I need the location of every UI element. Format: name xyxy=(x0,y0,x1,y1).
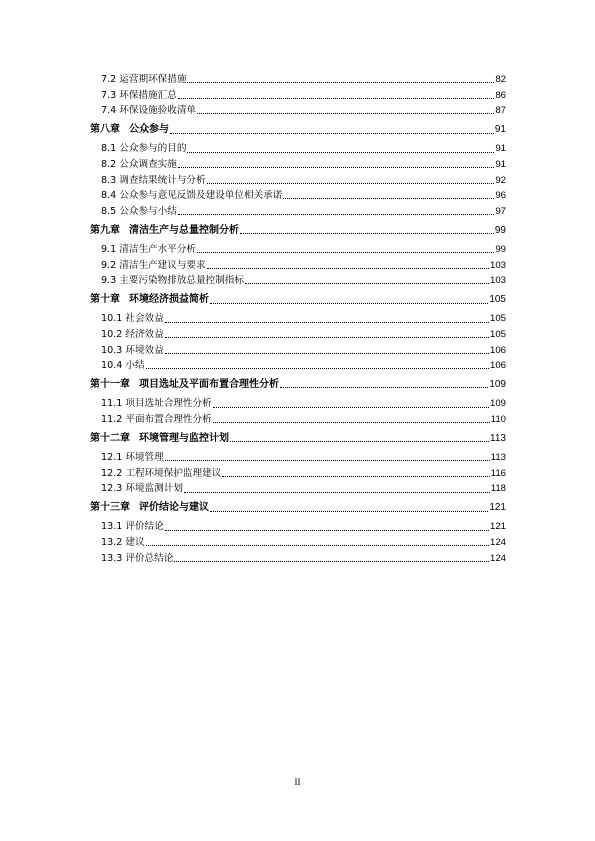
toc-chapter-entry[interactable] xyxy=(90,122,506,138)
toc-entry-title: 社会效益 xyxy=(125,313,164,325)
toc-entry-page-number: 91 xyxy=(495,143,506,155)
toc-section-entry[interactable] xyxy=(90,327,506,343)
toc-entry-title: 运营期环保措施 xyxy=(119,74,187,85)
dot-leader xyxy=(178,98,495,99)
toc-entry-number: 13.2 xyxy=(101,537,123,549)
toc-entry-title: 公众参与意见反馈及建设单位相关承诺 xyxy=(119,190,283,202)
toc-entry-label xyxy=(101,258,206,274)
toc-section-entry[interactable] xyxy=(90,311,506,327)
toc-entry-page-number: 103 xyxy=(489,259,506,271)
dot-leader xyxy=(165,322,489,323)
toc-entry-number: 9.1 xyxy=(101,243,117,255)
dot-leader xyxy=(197,252,494,253)
toc-section-entry[interactable] xyxy=(90,535,506,551)
toc-entry-number: 12.2 xyxy=(101,467,123,479)
toc-chapter-entry[interactable] xyxy=(90,292,506,308)
toc-chapter-entry[interactable] xyxy=(90,223,506,239)
toc-section-entry[interactable] xyxy=(90,258,506,274)
toc-entry-title: 公众参与小结 xyxy=(119,205,177,217)
toc-entry-page-number: 96 xyxy=(495,190,506,202)
toc-entry-page-number: 124 xyxy=(489,552,506,564)
toc-entry-page-number: 106 xyxy=(489,344,506,356)
toc-entry-page-number: 116 xyxy=(490,467,506,479)
toc-entry-number: 9.3 xyxy=(101,275,117,287)
dot-leader xyxy=(210,511,488,512)
toc-entry-label xyxy=(101,173,206,189)
toc-entry-number: 8.2 xyxy=(101,158,117,170)
toc-entry-number: 第九章 xyxy=(90,224,120,236)
page-number: II xyxy=(294,777,301,787)
toc-entry-title: 环境效益 xyxy=(125,344,164,356)
dot-leader xyxy=(165,353,489,354)
toc-entry-title: 清洁生产与总量控制分析 xyxy=(129,224,239,236)
dot-leader xyxy=(240,233,494,234)
toc-entry-number: 第八章 xyxy=(90,124,120,136)
toc-entry-number: 第十三章 xyxy=(90,502,130,514)
toc-entry-page-number: 113 xyxy=(490,432,506,444)
toc-entry-title: 环保设施验收清单 xyxy=(119,105,197,117)
toc-section-entry[interactable] xyxy=(90,173,506,189)
dot-leader xyxy=(213,422,490,423)
toc-entry-title: 经济效益 xyxy=(125,328,164,340)
dot-leader xyxy=(165,337,489,338)
dot-leader xyxy=(184,492,490,493)
toc-entry-label xyxy=(101,535,145,551)
toc-entry-title: 环境管理 xyxy=(125,452,164,464)
toc-section-entry[interactable] xyxy=(90,188,506,204)
toc-entry-label xyxy=(101,311,164,327)
toc-entry-page-number: 92 xyxy=(495,174,506,186)
toc-entry-label xyxy=(90,223,239,239)
toc-section-entry[interactable] xyxy=(90,72,506,88)
toc-entry-label xyxy=(101,519,164,535)
toc-entry-label xyxy=(101,466,221,482)
toc-section-entry[interactable] xyxy=(90,358,506,374)
toc-entry-label xyxy=(101,273,244,289)
toc-entry-page-number: 86 xyxy=(495,89,506,101)
toc-entry-page-number: 121 xyxy=(489,521,506,533)
toc-entry-label xyxy=(90,122,169,138)
toc-section-entry[interactable] xyxy=(90,242,506,258)
toc-chapter-entry[interactable] xyxy=(90,377,506,393)
toc-entry-title: 环境管理与监控计划 xyxy=(139,432,229,444)
toc-entry-number: 第十一章 xyxy=(90,379,130,391)
toc-entry-page-number: 110 xyxy=(490,413,506,425)
toc-entry-label xyxy=(90,292,209,308)
toc-entry-title: 环境监测计划 xyxy=(125,483,183,495)
toc-entry-title: 环保措施汇总 xyxy=(119,89,177,101)
toc-section-entry[interactable] xyxy=(90,396,506,412)
toc-entry-title: 小结 xyxy=(125,360,145,372)
toc-entry-label xyxy=(101,72,186,88)
toc-section-entry[interactable] xyxy=(90,141,506,157)
toc-section-entry[interactable] xyxy=(90,481,506,497)
toc-entry-label xyxy=(101,450,164,466)
toc-entry-number: 第十章 xyxy=(90,294,120,306)
dot-leader xyxy=(187,152,494,153)
toc-entry-title: 环境经济损益简析 xyxy=(129,294,209,306)
toc-entry-number: 12.3 xyxy=(101,483,123,495)
toc-section-entry[interactable] xyxy=(90,466,506,482)
toc-entry-title: 平面布置合理性分析 xyxy=(125,413,212,425)
toc-entry-page-number: 91 xyxy=(495,158,506,170)
toc-entry-title: 评价结论与建议 xyxy=(139,502,209,514)
toc-section-entry[interactable] xyxy=(90,519,506,535)
toc-entry-label xyxy=(101,327,164,343)
toc-entry-number: 12.1 xyxy=(101,452,123,464)
toc-section-entry[interactable] xyxy=(90,273,506,289)
toc-section-entry[interactable] xyxy=(90,103,506,119)
toc-entry-page-number: 105 xyxy=(489,294,506,306)
toc-entry-number: 8.1 xyxy=(101,143,117,155)
dot-leader xyxy=(165,530,489,531)
toc-entry-label xyxy=(101,141,186,157)
dot-leader xyxy=(283,198,494,199)
dot-leader xyxy=(178,167,495,168)
toc-entry-page-number: 103 xyxy=(489,275,506,287)
toc-entry-label xyxy=(101,88,177,104)
toc-entry-label xyxy=(101,358,145,374)
toc-entry-number: 7.4 xyxy=(101,105,117,117)
toc-entry-number: 10.2 xyxy=(101,328,123,340)
toc-entry-number: 7.3 xyxy=(101,89,117,101)
toc-entry-number: 8.3 xyxy=(101,174,117,186)
toc-entry-page-number: 99 xyxy=(495,243,506,255)
toc-entry-label xyxy=(90,377,279,393)
dot-leader xyxy=(146,368,489,369)
toc-entry-label xyxy=(101,188,282,204)
toc-entry-label xyxy=(101,396,212,412)
dot-leader xyxy=(213,407,489,408)
dot-leader xyxy=(170,133,494,134)
dot-leader xyxy=(210,303,488,304)
toc-entry-number: 7.2 xyxy=(101,74,117,85)
toc-entry-page-number: 82 xyxy=(495,74,506,85)
toc-entry-page-number: 99 xyxy=(494,224,506,236)
toc-entry-title: 项目选址及平面布置合理性分析 xyxy=(139,379,279,391)
toc-section-entry[interactable] xyxy=(90,412,506,428)
toc-entry-page-number: 91 xyxy=(494,124,506,136)
toc-entry-number: 10.4 xyxy=(101,360,123,372)
toc-entry-label xyxy=(90,500,209,516)
toc-section-entry[interactable] xyxy=(90,157,506,173)
toc-entry-title: 清洁生产建议与要求 xyxy=(119,259,206,271)
toc-entry-page-number: 124 xyxy=(489,537,506,549)
toc-entry-title: 主要污染物排放总量控制指标 xyxy=(119,275,244,287)
toc-entry-title: 项目选址合理性分析 xyxy=(125,398,212,410)
dot-leader xyxy=(230,441,489,442)
toc-entry-number: 11.1 xyxy=(101,398,123,410)
toc-entry-label xyxy=(101,242,196,258)
toc-entry-page-number: 118 xyxy=(490,483,506,495)
toc-chapter-entry[interactable] xyxy=(90,431,506,447)
toc-section-entry[interactable] xyxy=(90,551,506,567)
toc-entry-title: 调查结果统计与分析 xyxy=(119,174,206,186)
toc-entry-title: 公众调查实施 xyxy=(119,158,177,170)
dot-leader xyxy=(187,82,494,83)
toc-section-entry[interactable] xyxy=(90,204,506,220)
toc-entry-page-number: 109 xyxy=(489,379,506,391)
toc-entry-number: 8.5 xyxy=(101,205,117,217)
dot-leader xyxy=(197,113,494,114)
toc-entry-title: 公众参与 xyxy=(129,124,169,136)
dot-leader xyxy=(245,283,489,284)
toc-entry-page-number: 97 xyxy=(495,205,506,217)
toc-entry-label xyxy=(101,157,177,173)
toc-entry-page-number: 106 xyxy=(489,360,506,372)
toc-entry-label xyxy=(101,481,183,497)
table-of-contents xyxy=(90,72,506,566)
toc-entry-label xyxy=(101,412,212,428)
dot-leader xyxy=(207,183,495,184)
toc-entry-number: 第十二章 xyxy=(90,432,130,444)
toc-entry-page-number: 121 xyxy=(489,502,506,514)
toc-entry-label xyxy=(101,204,177,220)
toc-section-entry[interactable] xyxy=(90,450,506,466)
toc-section-entry[interactable] xyxy=(90,343,506,359)
dot-leader xyxy=(280,387,488,388)
toc-section-entry[interactable] xyxy=(90,88,506,104)
toc-entry-number: 8.4 xyxy=(101,190,117,202)
toc-entry-number: 13.3 xyxy=(101,552,123,564)
toc-chapter-entry[interactable] xyxy=(90,500,506,516)
toc-entry-title: 清洁生产水平分析 xyxy=(119,243,197,255)
toc-entry-title: 评价总结论 xyxy=(125,552,174,564)
toc-entry-page-number: 105 xyxy=(489,328,506,340)
toc-entry-number: 10.1 xyxy=(101,313,123,325)
dot-leader xyxy=(207,268,489,269)
toc-entry-page-number: 109 xyxy=(489,398,506,410)
toc-entry-number: 10.3 xyxy=(101,344,123,356)
toc-entry-number: 9.2 xyxy=(101,259,117,271)
toc-entry-label xyxy=(101,343,164,359)
dot-leader xyxy=(165,460,490,461)
toc-entry-title: 公众参与的目的 xyxy=(119,143,187,155)
toc-entry-title: 建议 xyxy=(125,537,145,549)
toc-entry-number: 11.2 xyxy=(101,413,123,425)
toc-entry-title: 评价结论 xyxy=(125,521,164,533)
toc-entry-label xyxy=(101,551,173,567)
dot-leader xyxy=(178,214,495,215)
toc-entry-page-number: 113 xyxy=(490,452,506,464)
dot-leader xyxy=(146,545,489,546)
toc-entry-label xyxy=(101,103,196,119)
toc-entry-page-number: 105 xyxy=(489,313,506,325)
toc-entry-label xyxy=(90,431,229,447)
toc-entry-number: 13.1 xyxy=(101,521,123,533)
toc-entry-page-number: 87 xyxy=(495,105,506,117)
dot-leader xyxy=(174,561,489,562)
toc-entry-title: 工程环境保护监理建议 xyxy=(125,467,222,479)
dot-leader xyxy=(222,476,489,477)
